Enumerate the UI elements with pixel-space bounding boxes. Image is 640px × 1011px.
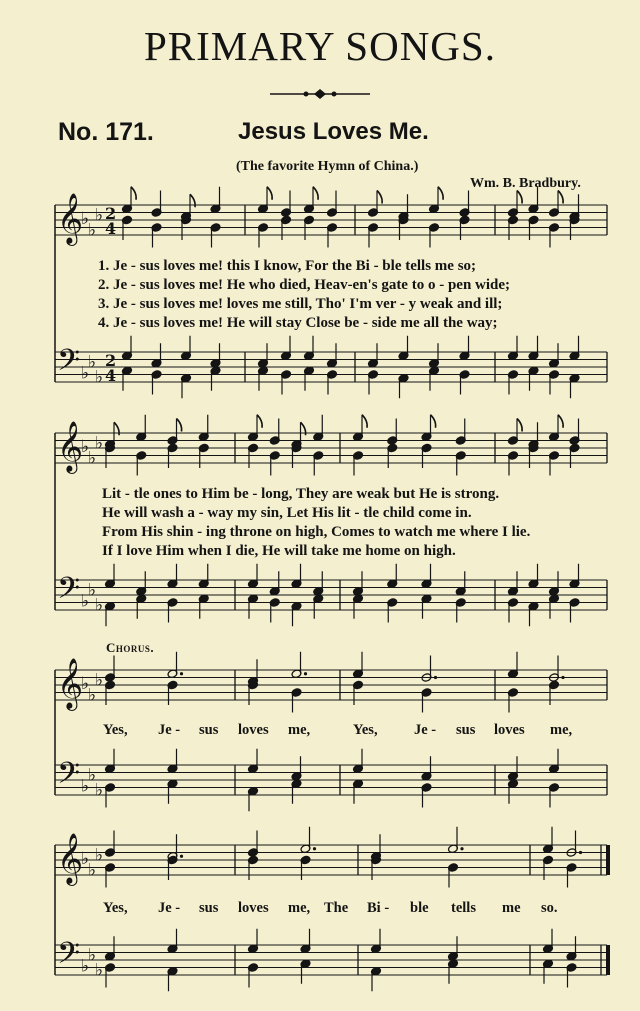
note-dot bbox=[180, 855, 183, 858]
chorus-1-word-3: sus bbox=[199, 722, 219, 738]
time-signature-bottom: 4 bbox=[105, 366, 117, 385]
flat-sign: ♭ bbox=[88, 685, 97, 706]
flat-sign: ♭ bbox=[88, 352, 97, 373]
time-signature-top: 2 bbox=[105, 204, 117, 223]
note-flag bbox=[558, 415, 563, 428]
bass-clef: 𝄢 bbox=[57, 937, 81, 978]
note-flag bbox=[267, 187, 272, 200]
flat-sign: ♭ bbox=[81, 209, 90, 229]
chorus-1-word-8: sus bbox=[456, 722, 476, 738]
chorus-2-word-4: loves bbox=[238, 900, 269, 916]
flat-sign: ♭ bbox=[95, 367, 104, 388]
flat-sign: ♭ bbox=[95, 670, 104, 691]
note-flag bbox=[517, 191, 522, 204]
flat-sign: ♭ bbox=[88, 580, 97, 601]
chorus-1-word-5: me, bbox=[288, 722, 311, 738]
chorus-2-word-11: so. bbox=[541, 900, 558, 916]
flat-sign: ♭ bbox=[95, 845, 104, 866]
note-flag bbox=[362, 415, 367, 428]
note-dot bbox=[460, 847, 463, 850]
treble-clef: 𝄞 bbox=[57, 193, 84, 244]
chorus-1-word-9: loves bbox=[494, 722, 525, 738]
flat-sign: ♭ bbox=[88, 945, 97, 966]
chorus-1-word-10: me, bbox=[550, 722, 573, 738]
verse-2-line-1: 2. Je - sus loves me! He who died, Heav-en's gate to o - pen wide; bbox=[98, 277, 511, 293]
flat-sign: ♭ bbox=[81, 437, 90, 457]
verse-4-line-1: 4. Je - sus loves me! He will stay Close be - side me all the way; bbox=[98, 315, 498, 331]
note-dot bbox=[313, 847, 316, 850]
flat-sign: ♭ bbox=[81, 363, 90, 384]
chorus-2-word-9: tells bbox=[451, 900, 476, 916]
treble-clef: 𝄞 bbox=[57, 833, 84, 884]
chorus-2-word-1: Yes, bbox=[103, 900, 128, 916]
chorus-2-word-5: me, bbox=[288, 900, 311, 916]
note-dot bbox=[434, 676, 437, 679]
treble-clef: 𝄞 bbox=[57, 658, 84, 709]
note-flag bbox=[131, 187, 136, 200]
chorus-label: Chorus. bbox=[106, 640, 155, 655]
chorus-2-word-2: Je - bbox=[158, 900, 181, 916]
verse-3-line-2: From His shin - ing throne on high, Comes to watch me where I lie. bbox=[102, 524, 531, 540]
hymn-number: No. 171. bbox=[58, 118, 154, 146]
chorus-1-word-4: loves bbox=[238, 722, 269, 738]
flat-sign: ♭ bbox=[81, 674, 90, 694]
verse-1-line-1: 1. Je - sus loves me! this I know, For the Bi - ble tells me so; bbox=[98, 258, 477, 274]
final-barline bbox=[606, 945, 610, 975]
note-dot bbox=[579, 851, 582, 854]
flat-sign: ♭ bbox=[88, 765, 97, 786]
note-dot bbox=[304, 672, 307, 675]
flat-sign: ♭ bbox=[81, 591, 90, 612]
verse-2-line-2: He will wash a - way my sin, Let His lit - tle child come in. bbox=[102, 505, 472, 521]
flat-sign: ♭ bbox=[88, 448, 97, 469]
chorus-2-word-7: Bi - bbox=[367, 900, 390, 916]
chorus-2-word-3: sus bbox=[199, 900, 219, 916]
note-flag bbox=[431, 415, 436, 428]
note-flag bbox=[377, 191, 382, 204]
note-flag bbox=[517, 419, 522, 432]
bass-clef: 𝄢 bbox=[57, 572, 81, 613]
time-signature-top: 2 bbox=[105, 351, 117, 370]
bass-clef: 𝄢 bbox=[57, 344, 81, 385]
flat-sign: ♭ bbox=[95, 960, 104, 981]
note-flag bbox=[438, 187, 443, 200]
flat-sign: ♭ bbox=[95, 780, 104, 801]
flat-sign: ♭ bbox=[81, 776, 90, 797]
bass-clef: 𝄢 bbox=[57, 757, 81, 798]
chorus-2-word-6: The bbox=[324, 900, 349, 916]
final-barline bbox=[606, 845, 610, 875]
note-flag bbox=[313, 187, 318, 200]
flat-sign: ♭ bbox=[81, 956, 90, 977]
chorus-1-word-6: Yes, bbox=[353, 722, 378, 738]
flat-sign: ♭ bbox=[88, 220, 97, 241]
chorus-1-word-1: Yes, bbox=[103, 722, 128, 738]
note-dot bbox=[180, 672, 183, 675]
chorus-1-word-7: Je - bbox=[414, 722, 437, 738]
flat-sign: ♭ bbox=[88, 860, 97, 881]
flat-sign: ♭ bbox=[81, 849, 90, 869]
note-flag bbox=[257, 415, 262, 428]
page-title: PRIMARY SONGS. bbox=[144, 23, 496, 69]
verse-4-line-2: If I love Him when I die, He will take me home on high. bbox=[102, 543, 456, 559]
composer-credit: Wm. B. Bradbury. bbox=[470, 176, 581, 191]
treble-clef: 𝄞 bbox=[57, 421, 84, 472]
chorus-2-word-8: ble bbox=[410, 900, 429, 916]
hymn-title: Jesus Loves Me. bbox=[238, 118, 429, 145]
flat-sign: ♭ bbox=[95, 205, 104, 226]
hymn-subtitle: (The favorite Hymn of China.) bbox=[236, 159, 419, 174]
chorus-2-word-10: me bbox=[502, 900, 521, 916]
flat-sign: ♭ bbox=[95, 433, 104, 454]
verse-1-line-2: Lit - tle ones to Him be - long, They are weak but He is strong. bbox=[102, 486, 500, 502]
verse-3-line-1: 3. Je - sus loves me! loves me still, Tho' I'm ver - y weak and ill; bbox=[98, 296, 503, 312]
note-flag bbox=[177, 419, 182, 432]
note-flag bbox=[558, 191, 563, 204]
note-dot bbox=[561, 676, 564, 679]
chorus-1-word-2: Je - bbox=[158, 722, 181, 738]
time-signature-bottom: 4 bbox=[105, 219, 117, 238]
flat-sign: ♭ bbox=[95, 595, 104, 616]
